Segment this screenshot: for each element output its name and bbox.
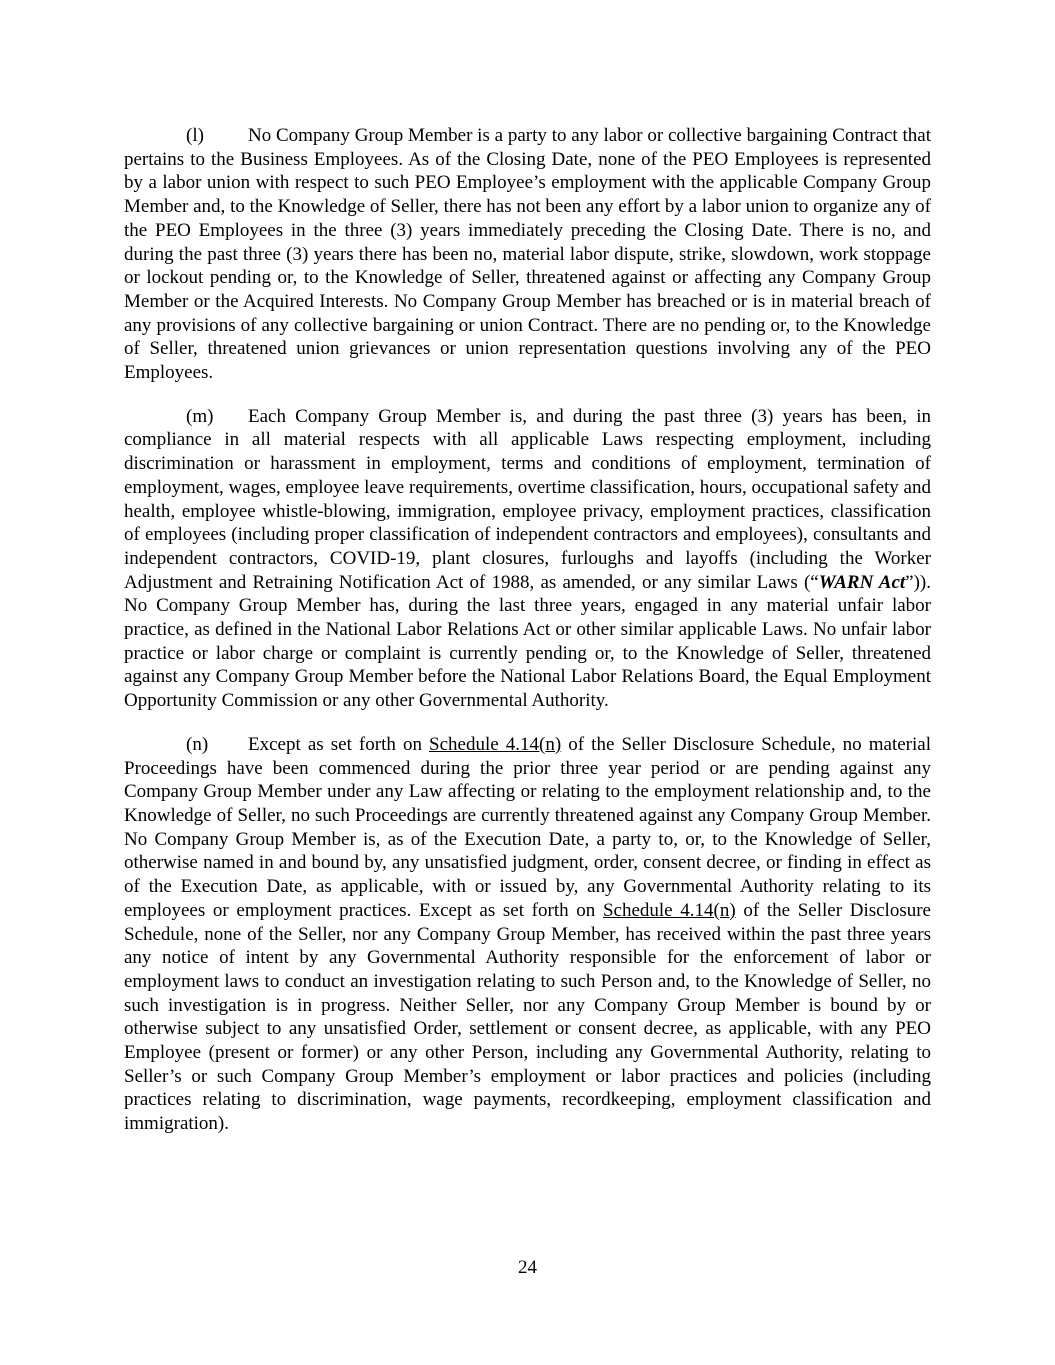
page-body bbox=[124, 124, 931, 1156]
schedule-reference-1: Schedule 4.14(n) bbox=[429, 733, 562, 755]
paragraph-l-text: No Company Group Member is a party to any labor or collective bargaining Contract that pertains to the Business Employees. As of the Closing Date, none of the PEO Employees is represented by a labor union with respect to such PEO Employee’s employment with the applicable Company Group Member and, to the Knowledge of Seller, there has not been any effort by a labor union to organize any of the PEO Employees in the three (3) years immediately preceding the Closing Date. There is no, and during the past three (3) years there has been no, material labor dispute, strike, slowdown, work stoppage or lockout pending or, to the Knowledge of Seller, threatened against or affecting any Company Group Member or the Acquired Interests. No Company Group Member has breached or is in material breach of any provisions of any collective bargaining or union Contract. There are no pending or, to the Knowledge of Seller, threatened union grievances or union representation questions involving any of the PEO Employees. bbox=[124, 125, 931, 384]
paragraph-m-text-2: ”)). No Company Group Member has, during the last three years, engaged in any material unfair labor practice, as defined in the National Labor Relations Act or other similar applicable Laws. No unfair labor practice or labor charge or complaint is currently pending or, to the Knowledge of Seller, threatened against any Company Group Member before the National Labor Relations Board, the Equal Employment Opportunity Commission or any other Governmental Authority. bbox=[124, 571, 932, 712]
paragraph-label-l: (l) bbox=[186, 125, 204, 146]
paragraph-label-m: (m) bbox=[186, 405, 214, 427]
paragraph-n-text-3: of the Seller Disclosure Schedule, none of the Seller, nor any Company Group Member, has received within the past three years any notice of intent by any Governmental Authority responsible for the enforcement of labor or employment laws to conduct an investigation relating to such Person and, to the Knowledge of Seller, no such investigation is in progress. Neither Seller, nor any Company Group Member is bound by or otherwise subject to any unsatisfied Order, settlement or consent decree, as applicable, with any PEO Employee (present or former) or any other Person, including any Governmental Authority, relating to Seller’s or such Company Group Member’s employment or labor practices and policies (including practices relating to discrimination, wage payments, recordkeeping, employment classification and immigration). bbox=[124, 899, 931, 1135]
paragraph-n bbox=[124, 733, 931, 1136]
defined-term-warn-act: WARN Act bbox=[818, 571, 906, 593]
paragraph-m-text-1: Each Company Group Member is, and during the past three (3) years has been, in compliance in all material respects with all applicable Laws respecting employment, including discrimination or harassment in employment, terms and conditions of employment, termination of employment, wages, employee leave requirements, overtime classification, hours, occupational safety and health, employee whistle-blowing, immigration, employee privacy, employment practices, classification of employees (including proper classification of independent contractors and employees), consultants and independent contractors, COVID-19, plant closures, furloughs and layoffs (including the Worker Adjustment and Retraining Notification Act of 1988, as amended, or any similar Laws (“ bbox=[124, 405, 931, 593]
page-number: 24 bbox=[518, 1257, 537, 1278]
paragraph-m bbox=[124, 405, 931, 713]
schedule-reference-2: Schedule 4.14(n) bbox=[602, 899, 736, 921]
paragraph-n-text-1: Except as set forth on bbox=[248, 733, 430, 755]
paragraph-n-text-2: of the Seller Disclosure Schedule, no material Proceedings have been commenced during the prior three year period or are pending against any Company Group Member under any Law affecting or relating to the employment relationship and, to the Knowledge of Seller, no such Proceedings are currently threatened against any Company Group Member. No Company Group Member is, as of the Execution Date, a party to, or, to the Knowledge of Seller, otherwise named in and bound by, any unsatisfied judgment, order, consent decree, or finding in effect as of the Execution Date, as applicable, with or issued by, any Governmental Authority relating to its employees or employment practices. Except as set forth on bbox=[124, 733, 931, 921]
paragraph-label-n: (n) bbox=[186, 733, 209, 755]
paragraph-l bbox=[124, 124, 931, 385]
